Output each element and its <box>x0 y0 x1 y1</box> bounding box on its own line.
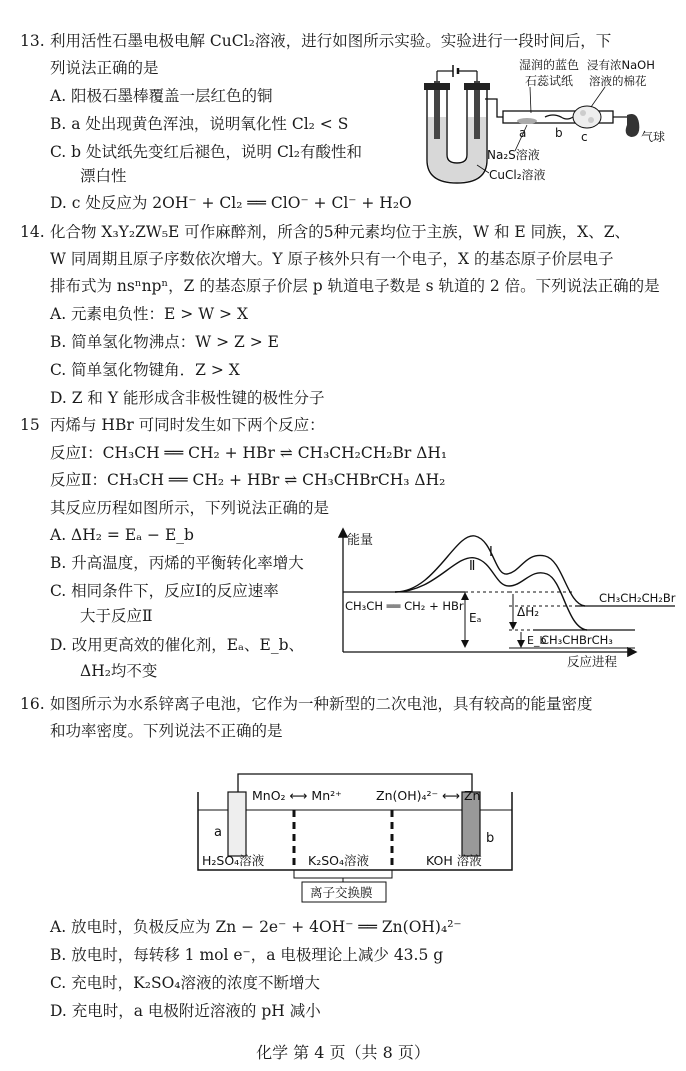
q14-option-a: A. 元素电负性：E > W > X <box>50 305 249 323</box>
q13-label-balloon: 气球 <box>641 130 666 144</box>
q15-curve-1-label: Ⅰ <box>489 545 493 560</box>
q15-y-axis-label: 能量 <box>347 533 374 548</box>
q13-option-c-line1: C. b 处试纸先变红后褪色，说明 Cl₂有酸性和 <box>50 143 362 161</box>
q16-right-equation: Zn(OH)₄²⁻ ⟷ Zn <box>376 788 481 803</box>
q14-option-b: B. 简单氢化物沸点：W > Z > E <box>50 333 279 351</box>
q13-stem-line1: 利用活性石墨电极电解 CuCl₂溶液，进行如图所示实验。实验进行一段时间后，下 <box>50 32 612 50</box>
q13-number: 13. <box>20 32 45 50</box>
q15-option-d-line2: ΔH₂均不变 <box>80 662 158 680</box>
q15-reaction-1: 反应Ⅰ：CH₃CH ══ CH₂ + HBr ⇌ CH₃CH₂CH₂Br ΔH₁ <box>50 444 448 462</box>
q13-stem-line2: 列说法正确的是 <box>50 59 159 77</box>
q15-option-c-line1: C. 相同条件下，反应Ⅰ的反应速率 <box>50 582 279 600</box>
q13-label-litmus1: 湿润的蓝色 <box>519 58 580 72</box>
q15-ea-label: Eₐ <box>469 611 482 625</box>
q14-stem-line1: 化合物 X₃Y₂ZW₅E 可作麻醉剂，所含的5种元素均位于主族，W 和 E 同族，X、Z、 <box>50 223 630 241</box>
page-footer: 化学 第 4 页（共 8 页） <box>256 1043 430 1062</box>
q14-option-d: D. Z 和 Y 能形成含非极性键的极性分子 <box>50 389 325 407</box>
q13-label-b: b <box>555 126 563 140</box>
q16-stem-line2: 和功率密度。下列说法不正确的是 <box>50 722 283 740</box>
q15-product-1-label: CH₃CH₂CH₂Br <box>599 591 676 605</box>
q13-label-na2s: Na₂S溶液 <box>487 148 540 162</box>
q15-reaction-2: 反应Ⅱ：CH₃CH ══ CH₂ + HBr ⇌ CH₃CHBrCH₃ ΔH₂ <box>50 471 446 489</box>
q16-electrode-b-label: b <box>486 831 495 846</box>
q13-label-naoh2: 溶液的棉花 <box>589 74 647 88</box>
q15-reactant-label: CH₃CH ══ CH₂ + HBr <box>345 599 464 613</box>
q13-label-naoh1: 浸有浓NaOH <box>587 58 655 72</box>
q15-option-a: A. ΔH₂ = Eₐ − E_b <box>50 526 194 544</box>
q13-option-c-line2: 漂白性 <box>80 167 127 185</box>
q13-label-litmus2: 石蕊试纸 <box>525 74 574 88</box>
q16-option-d: D. 充电时，a 电极附近溶液的 pH 减小 <box>50 1002 321 1020</box>
q13-label-a: a <box>519 126 527 140</box>
q13-option-d: D. c 处反应为 2OH⁻ + Cl₂ ══ ClO⁻ + Cl⁻ + H₂O <box>50 194 412 212</box>
q14-stem-line3: 排布式为 nsⁿnpⁿ，Z 的基态原子价层 p 轨道电子数是 s 轨道的 2 倍。下列说法正确的是 <box>50 277 660 295</box>
q15-option-c-line2: 大于反应Ⅱ <box>80 607 153 625</box>
q16-electrode-a-label: a <box>214 825 222 840</box>
q14-option-c: C. 简单氢化物键角．Z > X <box>50 361 240 379</box>
q16-membrane-label: 离子交换膜 <box>310 885 373 900</box>
q16-stem-line1: 如图所示为水系锌离子电池，它作为一种新型的二次电池，具有较高的能量密度 <box>50 695 593 713</box>
q16-battery-figure <box>190 772 520 904</box>
q14-stem-line2: W 同周期且原子序数依次增大。Y 原子核外只有一个电子，X 的基态原子价层电子 <box>50 250 614 268</box>
q13-electrolysis-figure <box>415 55 675 200</box>
q16-option-a: A. 放电时，负极反应为 Zn − 2e⁻ + 4OH⁻ ══ Zn(OH)₄²⁻ <box>50 918 462 936</box>
q15-option-d-line1: D. 改用更高效的催化剂，Eₐ、E_b、 <box>50 636 305 654</box>
q15-option-b: B. 升高温度，丙烯的平衡转化率增大 <box>50 554 304 572</box>
q13-label-cucl2: CuCl₂溶液 <box>489 168 546 182</box>
q15-dh2-label: ΔH₂ <box>517 605 540 619</box>
q16-h2so4-label: H₂SO₄溶液 <box>202 853 265 868</box>
q15-x-axis-label: 反应进程 <box>567 654 618 669</box>
q15-stem-line2: 其反应历程如图所示，下列说法正确的是 <box>50 499 330 517</box>
q16-left-equation: MnO₂ ⟷ Mn²⁺ <box>252 788 342 803</box>
q15-curve-2-label: Ⅱ <box>469 559 476 574</box>
q13-option-a: A. 阳极石墨棒覆盖一层红色的铜 <box>50 87 273 105</box>
q13-option-b: B. a 处出现黄色浑浊，说明氧化性 Cl₂ < S <box>50 115 349 133</box>
q15-eb-label: E_b <box>527 634 547 647</box>
q15-number: 15 <box>20 416 40 434</box>
q13-label-c: c <box>581 130 588 144</box>
q15-product-2-label: CH₃CHBrCH₃ <box>541 633 613 647</box>
q14-number: 14. <box>20 223 45 241</box>
q15-energy-profile-figure <box>335 524 680 669</box>
q16-koh-label: KOH 溶液 <box>426 853 482 868</box>
q16-number: 16. <box>20 695 45 713</box>
q16-k2so4-label: K₂SO₄溶液 <box>308 853 369 868</box>
q16-option-b: B. 放电时，每转移 1 mol e⁻，a 电极理论上减少 43.5 g <box>50 946 444 964</box>
q15-stem: 丙烯与 HBr 可同时发生如下两个反应： <box>50 416 325 434</box>
q16-option-c: C. 充电时，K₂SO₄溶液的浓度不断增大 <box>50 974 320 992</box>
